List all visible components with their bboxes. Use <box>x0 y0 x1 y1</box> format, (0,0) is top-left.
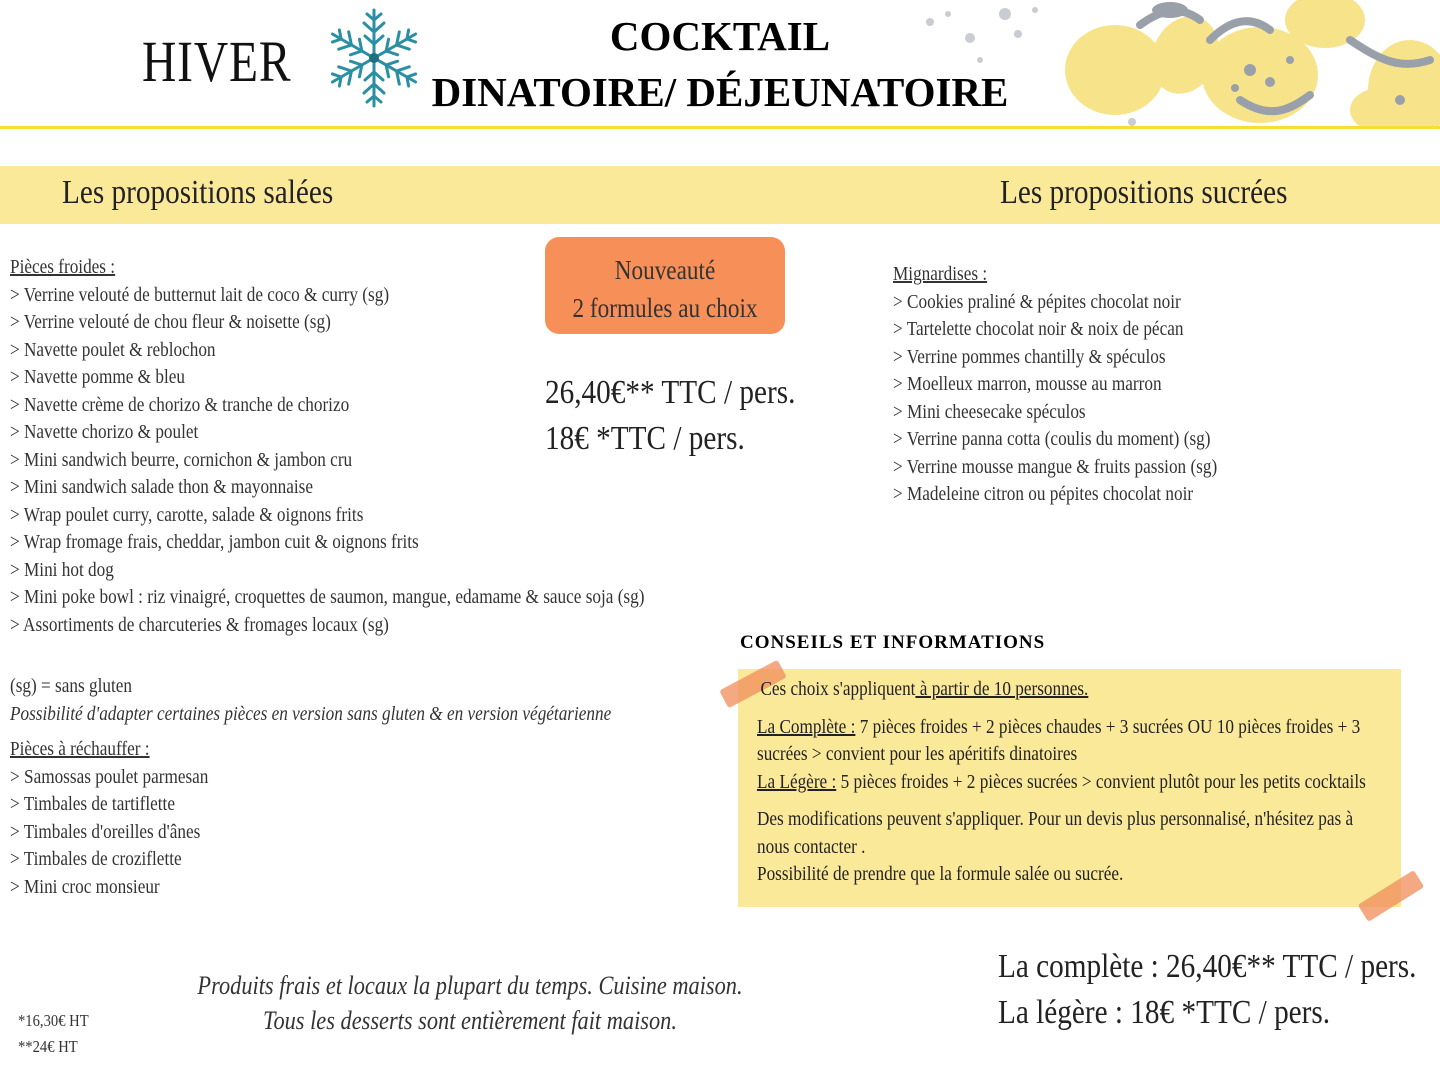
modif-note: Des modifications peuvent s'appliquer. Pour un devis plus personnalisé, n'hésitez pas à nous contacter . <box>757 808 1354 858</box>
list-item: > Mini poke bowl : riz vinaigré, croquettes de saumon, mangue, edamame & sauce soja (sg) <box>10 586 645 608</box>
list-item: > Verrine mousse mangue & fruits passion (sg) <box>893 455 1218 478</box>
legere-label: La Légère : <box>757 770 837 793</box>
ht-price-1: *16,30€ HT <box>18 1011 89 1030</box>
list-item: > Cookies praliné & pépites chocolat noir <box>893 290 1181 313</box>
list-item: > Samossas poulet parmesan <box>10 765 209 788</box>
list-item: > Timbales d'oreilles d'ânes <box>10 820 201 843</box>
list-item: > Wrap poulet curry, carotte, salade & oignons frits <box>10 503 364 526</box>
list-item: > Mini cheesecake spéculos <box>893 400 1086 423</box>
sg-note: (sg) = sans gluten <box>10 675 132 697</box>
floral-decoration <box>910 0 1440 128</box>
list-item: > Tartelette chocolat noir & noix de pécan <box>893 318 1184 340</box>
ht-price-2: **24€ HT <box>18 1037 78 1056</box>
list-item: > Wrap fromage frais, cheddar, jambon cuit & oignons frits <box>10 531 419 553</box>
price-legere-center: 18€ *TTC / pers. <box>545 420 745 457</box>
list-item: > Navette crème de chorizo & tranche de chorizo <box>10 393 350 416</box>
conseils-title: CONSEILS ET INFORMATIONS <box>740 632 1046 653</box>
sucrees-list <box>893 261 1217 509</box>
price-complete: La complète : 26,40€** TTC / pers. <box>998 948 1417 985</box>
possibilite-note: Possibilité de prendre que la formule salée ou sucrée. <box>757 863 1124 885</box>
header-divider <box>0 126 1440 129</box>
title-line-2: DINATOIRE/ DÉJEUNATOIRE <box>431 69 1009 115</box>
nouveaute-line-2: 2 formules au choix <box>572 293 758 323</box>
list-item: > Verrine velouté de chou fleur & noisette (sg) <box>10 311 331 333</box>
heading-salees: Les propositions salées <box>62 174 334 211</box>
apply-line: Ces choix s'appliquent à partir de 10 personnes. <box>760 678 1089 700</box>
list-item: > Verrine pommes chantilly & spéculos <box>893 345 1166 368</box>
price-center <box>545 370 795 462</box>
list-item: > Timbales de croziflette <box>10 848 182 870</box>
froides-heading: Pièces froides : <box>10 256 116 278</box>
chaudes-heading: Pièces à réchauffer : <box>10 738 150 760</box>
price-complete-center: 26,40€** TTC / pers. <box>545 374 796 411</box>
list-item: > Mini croc monsieur <box>10 875 160 898</box>
list-item: > Verrine panna cotta (coulis du moment) (sg) <box>893 428 1211 450</box>
title-line-1: COCKTAIL <box>609 13 831 59</box>
mignardises-heading: Mignardises : <box>893 263 988 285</box>
notes <box>10 672 611 728</box>
ht-prices <box>18 1008 89 1060</box>
heading-sucrees: Les propositions sucrées <box>1000 174 1288 211</box>
list-item: > Navette pomme & bleu <box>10 366 185 388</box>
footer-line-1: Produits frais et locaux la plupart du temps. Cuisine maison. <box>197 971 743 1000</box>
list-item: > Navette poulet & reblochon <box>10 338 216 361</box>
list-item: > Assortiments de charcuteries & fromages locaux (sg) <box>10 613 389 636</box>
price-legere: La légère : 18€ *TTC / pers. <box>998 994 1331 1031</box>
apply-threshold: à partir de 10 personnes. <box>915 678 1089 700</box>
nouveaute-badge <box>545 237 785 334</box>
price-summary <box>998 944 1416 1036</box>
list-item: > Mini sandwich beurre, cornichon & jambon cru <box>10 448 353 471</box>
salees-chaudes-list <box>10 736 208 901</box>
adapt-note: Possibilité d'adapter certaines pièces en version sans gluten & en version végétarienne <box>10 703 612 725</box>
list-item: > Moelleux marron, mousse au marron <box>893 373 1162 395</box>
conseils-text <box>757 676 1397 889</box>
footer-slogan <box>150 968 790 1038</box>
nouveaute-line-1: Nouveauté <box>614 255 716 285</box>
list-item: > Timbales de tartiflette <box>10 793 175 815</box>
snowflake-icon <box>310 6 438 110</box>
list-item: > Mini hot dog <box>10 558 114 581</box>
complete-label: La Complète : <box>757 715 856 738</box>
legere-description: La Légère : 5 pièces froides + 2 pièces sucrées > convient plutôt pour les petits cocktails <box>757 770 1366 793</box>
list-item: > Verrine velouté de butternut lait de coco & curry (sg) <box>10 283 390 306</box>
complete-description: La Complète : 7 pièces froides + 2 pièces chaudes + 3 sucrées OU 10 pièces froides + 3 sucrées > convient pour les apéritifs dinatoires <box>757 715 1361 765</box>
footer-line-2: Tous les desserts sont entièrement fait maison. <box>263 1006 677 1035</box>
list-item: > Madeleine citron ou pépites chocolat noir <box>893 483 1194 505</box>
season-title: HIVER <box>142 29 292 94</box>
list-item: > Mini sandwich salade thon & mayonnaise <box>10 476 314 498</box>
list-item: > Navette chorizo & poulet <box>10 421 199 443</box>
